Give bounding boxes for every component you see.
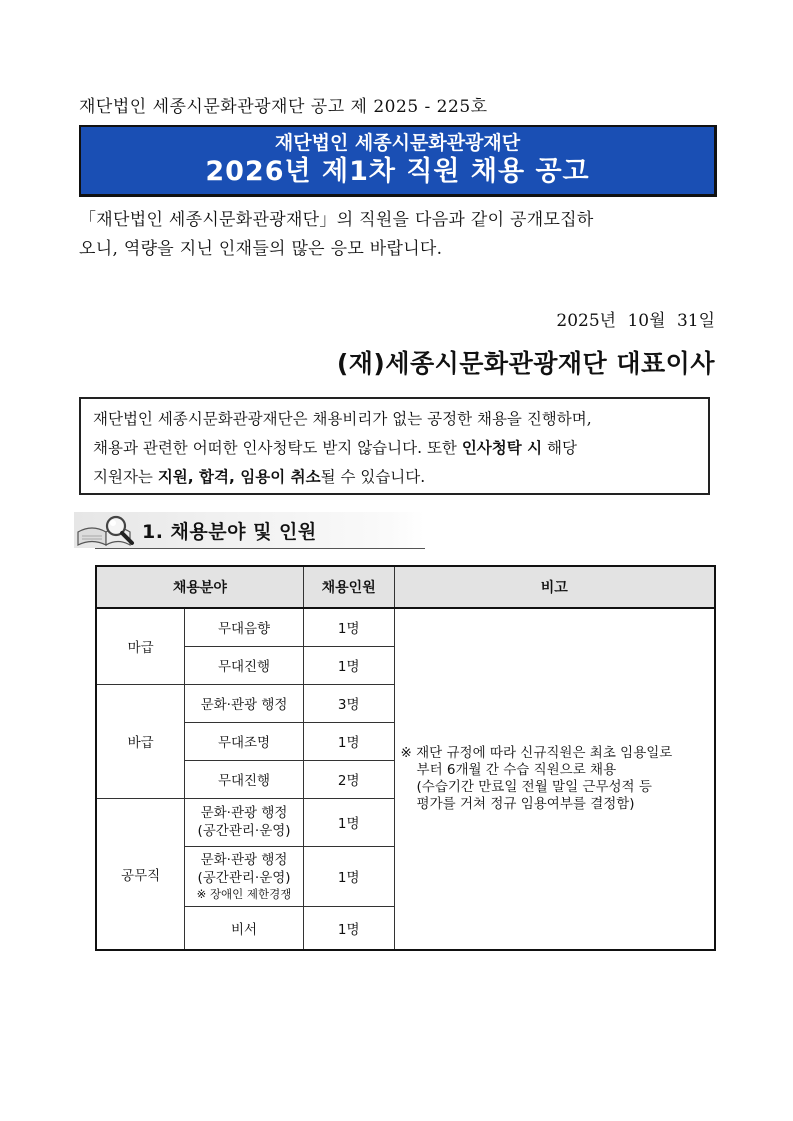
book-magnifier-icon — [74, 512, 142, 548]
ethics-line-2-text: 채용과 관련한 어떠한 인사청탁도 받지 않습니다. 또한 — [93, 439, 462, 457]
position-cell: 비서 — [185, 906, 304, 950]
remarks-cell — [394, 608, 715, 950]
count-cell: 1명 — [303, 798, 394, 846]
title-banner — [79, 125, 717, 197]
position-line-2: (공간관리·운영) — [197, 870, 291, 886]
count-cell: 1명 — [303, 722, 394, 760]
count-cell: 1명 — [303, 906, 394, 950]
disability-limited-note: ※ 장애인 제한경쟁 — [196, 887, 292, 901]
position-cell: 문화·관광 행정 — [185, 684, 304, 722]
position-cell: 무대음향 — [185, 608, 304, 646]
remarks-line-3: (수습기간 만료일 전월 말일 근무성적 등 — [416, 779, 652, 795]
section-divider — [95, 548, 425, 549]
intro-paragraph — [79, 206, 719, 264]
remarks-line-4: 평가를 거쳐 정규 임용여부를 결정함) — [416, 796, 635, 812]
header-field: 채용분야 — [96, 566, 303, 608]
ethics-line-3 — [93, 463, 708, 492]
position-cell — [185, 846, 304, 906]
notice-number: 재단법인 세종시문화관광재단 공고 제 2025 - 225호 — [79, 97, 488, 117]
position-line-2: (공간관리·운영) — [197, 823, 291, 839]
position-cell: 무대진행 — [185, 646, 304, 684]
notice-date: 2025년 10월 31일 — [556, 311, 715, 331]
ethics-line-3-tail: 될 수 있습니다. — [320, 468, 426, 486]
count-cell: 2명 — [303, 760, 394, 798]
ethics-emphasis-cancellation: 지원, 합격, 임용이 취소 — [157, 468, 321, 486]
recruitment-table — [95, 565, 716, 951]
header-remarks: 비고 — [394, 566, 715, 608]
remarks-line-1: ※ 재단 규정에 따라 신규직원은 최초 임용일로 — [400, 745, 673, 761]
intro-line-1: 「재단법인 세종시문화관광재단」의 직원을 다음과 같이 공개모집하 — [79, 210, 594, 230]
count-cell: 1명 — [303, 846, 394, 906]
grade-cell: 마급 — [96, 608, 185, 684]
position-line-1: 문화·관광 행정 — [200, 805, 288, 821]
ethics-line-3-text: 지원자는 — [93, 468, 158, 486]
banner-org-name: 재단법인 세종시문화관광재단 — [274, 132, 521, 154]
ethics-line-1: 재단법인 세종시문화관광재단은 채용비리가 없는 공정한 채용을 진행하며, — [93, 410, 592, 428]
position-cell: 무대진행 — [185, 760, 304, 798]
ethics-line-2-tail: 해당 — [542, 439, 577, 457]
count-cell: 1명 — [303, 608, 394, 646]
ethics-notice-box — [79, 397, 710, 495]
position-line-1: 문화·관광 행정 — [200, 852, 288, 868]
grade-cell: 공무직 — [96, 798, 185, 950]
intro-line-2: 오니, 역량을 지닌 인재들의 많은 응모 바랍니다. — [79, 239, 443, 259]
table-header-row — [96, 566, 715, 608]
count-cell: 1명 — [303, 646, 394, 684]
signer: (재)세종시문화관광재단 대표이사 — [336, 349, 715, 378]
header-count: 채용인원 — [303, 566, 394, 608]
position-cell — [185, 798, 304, 846]
grade-cell: 바급 — [96, 684, 185, 798]
count-cell: 3명 — [303, 684, 394, 722]
ethics-emphasis-solicitation: 인사청탁 시 — [461, 439, 543, 457]
banner-title: 2026년 제1차 직원 채용 공고 — [205, 156, 590, 187]
remarks-line-2: 부터 6개월 간 수습 직원으로 채용 — [416, 762, 617, 778]
ethics-line-2 — [93, 434, 708, 463]
section-title: 1. 채용분야 및 인원 — [142, 520, 317, 543]
position-cell: 무대조명 — [185, 722, 304, 760]
section-heading — [74, 512, 424, 548]
table-row — [96, 608, 715, 646]
